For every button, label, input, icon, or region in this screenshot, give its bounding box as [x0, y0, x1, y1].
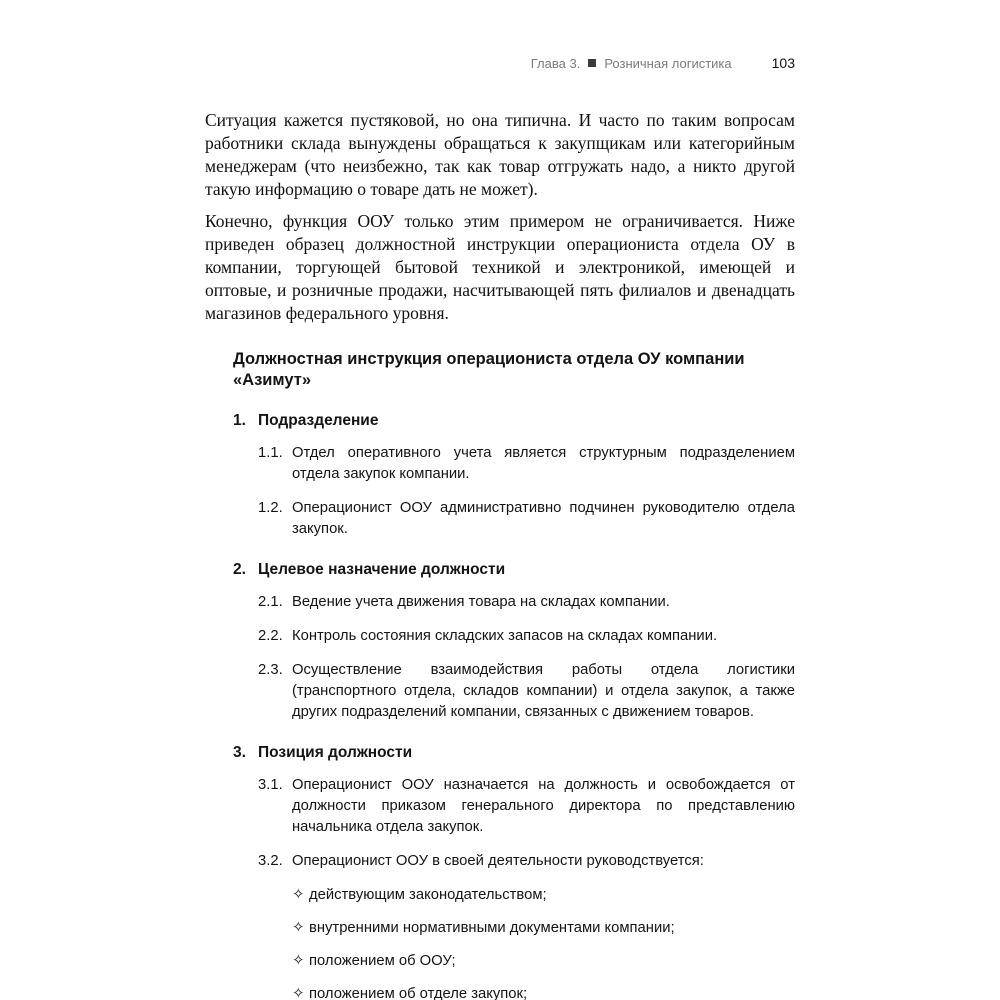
list-item [258, 443, 795, 485]
bullet-text: внутренними нормативными документами компании; [309, 920, 675, 936]
list-item [258, 775, 795, 838]
bullet-list [292, 885, 795, 1000]
item-text: Операционист ООУ назначается на должность и освобождается от должности приказом генерального директора по представлению начальника отдела закупок. [292, 777, 795, 835]
item-number: 1.2. [258, 500, 283, 516]
running-head [205, 55, 795, 71]
bullet-item [292, 951, 795, 971]
paragraph: Ситуация кажется пустяковой, но она типична. И часто по таким вопросам работники склада вынуждены обращаться к закупщикам или категорийным менеджерам (что неизбежно, так как товар отгружать надо, а никто другой такую информацию о товаре дать не может). [205, 110, 795, 199]
page-content [205, 55, 795, 1000]
document-title: Должностная инструкция операциониста отдела ОУ компании «Азимут» [233, 350, 745, 389]
section-items [258, 443, 795, 540]
bullet-item [292, 885, 795, 905]
item-text: Операционист ООУ административно подчинен руководителю отдела закупок. [292, 500, 795, 537]
list-item [258, 626, 795, 647]
chapter-title: Розничная логистика [604, 55, 732, 71]
item-number: 3.1. [258, 777, 283, 793]
list-item [258, 660, 795, 723]
bullet-text: положением об ООУ; [309, 953, 456, 969]
item-number: 3.2. [258, 853, 283, 869]
item-text: Операционист ООУ в своей деятельности руководствуется: [292, 853, 704, 869]
bullet-item [292, 918, 795, 938]
item-number: 2.3. [258, 662, 283, 678]
item-text: Ведение учета движения товара на складах компании. [292, 594, 670, 610]
page-number: 103 [771, 55, 795, 71]
item-number: 1.1. [258, 445, 283, 461]
section-title-text: Целевое назначение должности [258, 561, 506, 578]
item-number: 2.1. [258, 594, 283, 610]
bullet-item [292, 984, 795, 1000]
section-items [258, 775, 795, 872]
job-instruction-block [233, 349, 795, 1000]
item-text: Отдел оперативного учета является структурным подразделением отдела закупок компании. [292, 445, 795, 482]
list-item [258, 851, 795, 872]
paragraph: Конечно, функция ООУ только этим примером не ограничивается. Ниже приведен образец должностной инструкции операциониста отдела ОУ в компании, торгующей бытовой техникой и электроникой, имеющей и оптовые, и розничные продажи, насчитывающей пять филиалов и двенадцать магазинов федерального уровня. [205, 211, 795, 323]
section-heading [233, 560, 795, 579]
section-title-text: Позиция должности [258, 744, 413, 761]
diamond-bullet-icon: ✧ [292, 920, 305, 936]
bullet-text: действующим законодательством; [309, 887, 547, 903]
diamond-bullet-icon: ✧ [292, 953, 305, 969]
square-marker-icon [588, 59, 596, 67]
chapter-label: Глава 3. [530, 55, 581, 71]
section-items [258, 592, 795, 723]
section-heading [233, 743, 795, 762]
section-number: 3. [233, 744, 246, 761]
section-heading [233, 411, 795, 430]
section-number: 1. [233, 412, 246, 429]
diamond-bullet-icon: ✧ [292, 887, 305, 903]
intro-paragraphs [205, 109, 795, 325]
diamond-bullet-icon: ✧ [292, 986, 305, 1000]
section-number: 2. [233, 561, 246, 578]
list-item [258, 592, 795, 613]
section-title-text: Подразделение [258, 412, 379, 429]
item-number: 2.2. [258, 628, 283, 644]
bullet-text: положением об отделе закупок; [309, 986, 528, 1000]
list-item [258, 498, 795, 540]
item-text: Контроль состояния складских запасов на складах компании. [292, 628, 718, 644]
item-text: Осуществление взаимодействия работы отдела логистики (транспортного отдела, складов компании) и отдела закупок, а также других подразделений компании, связанных с движением товаров. [292, 662, 795, 720]
